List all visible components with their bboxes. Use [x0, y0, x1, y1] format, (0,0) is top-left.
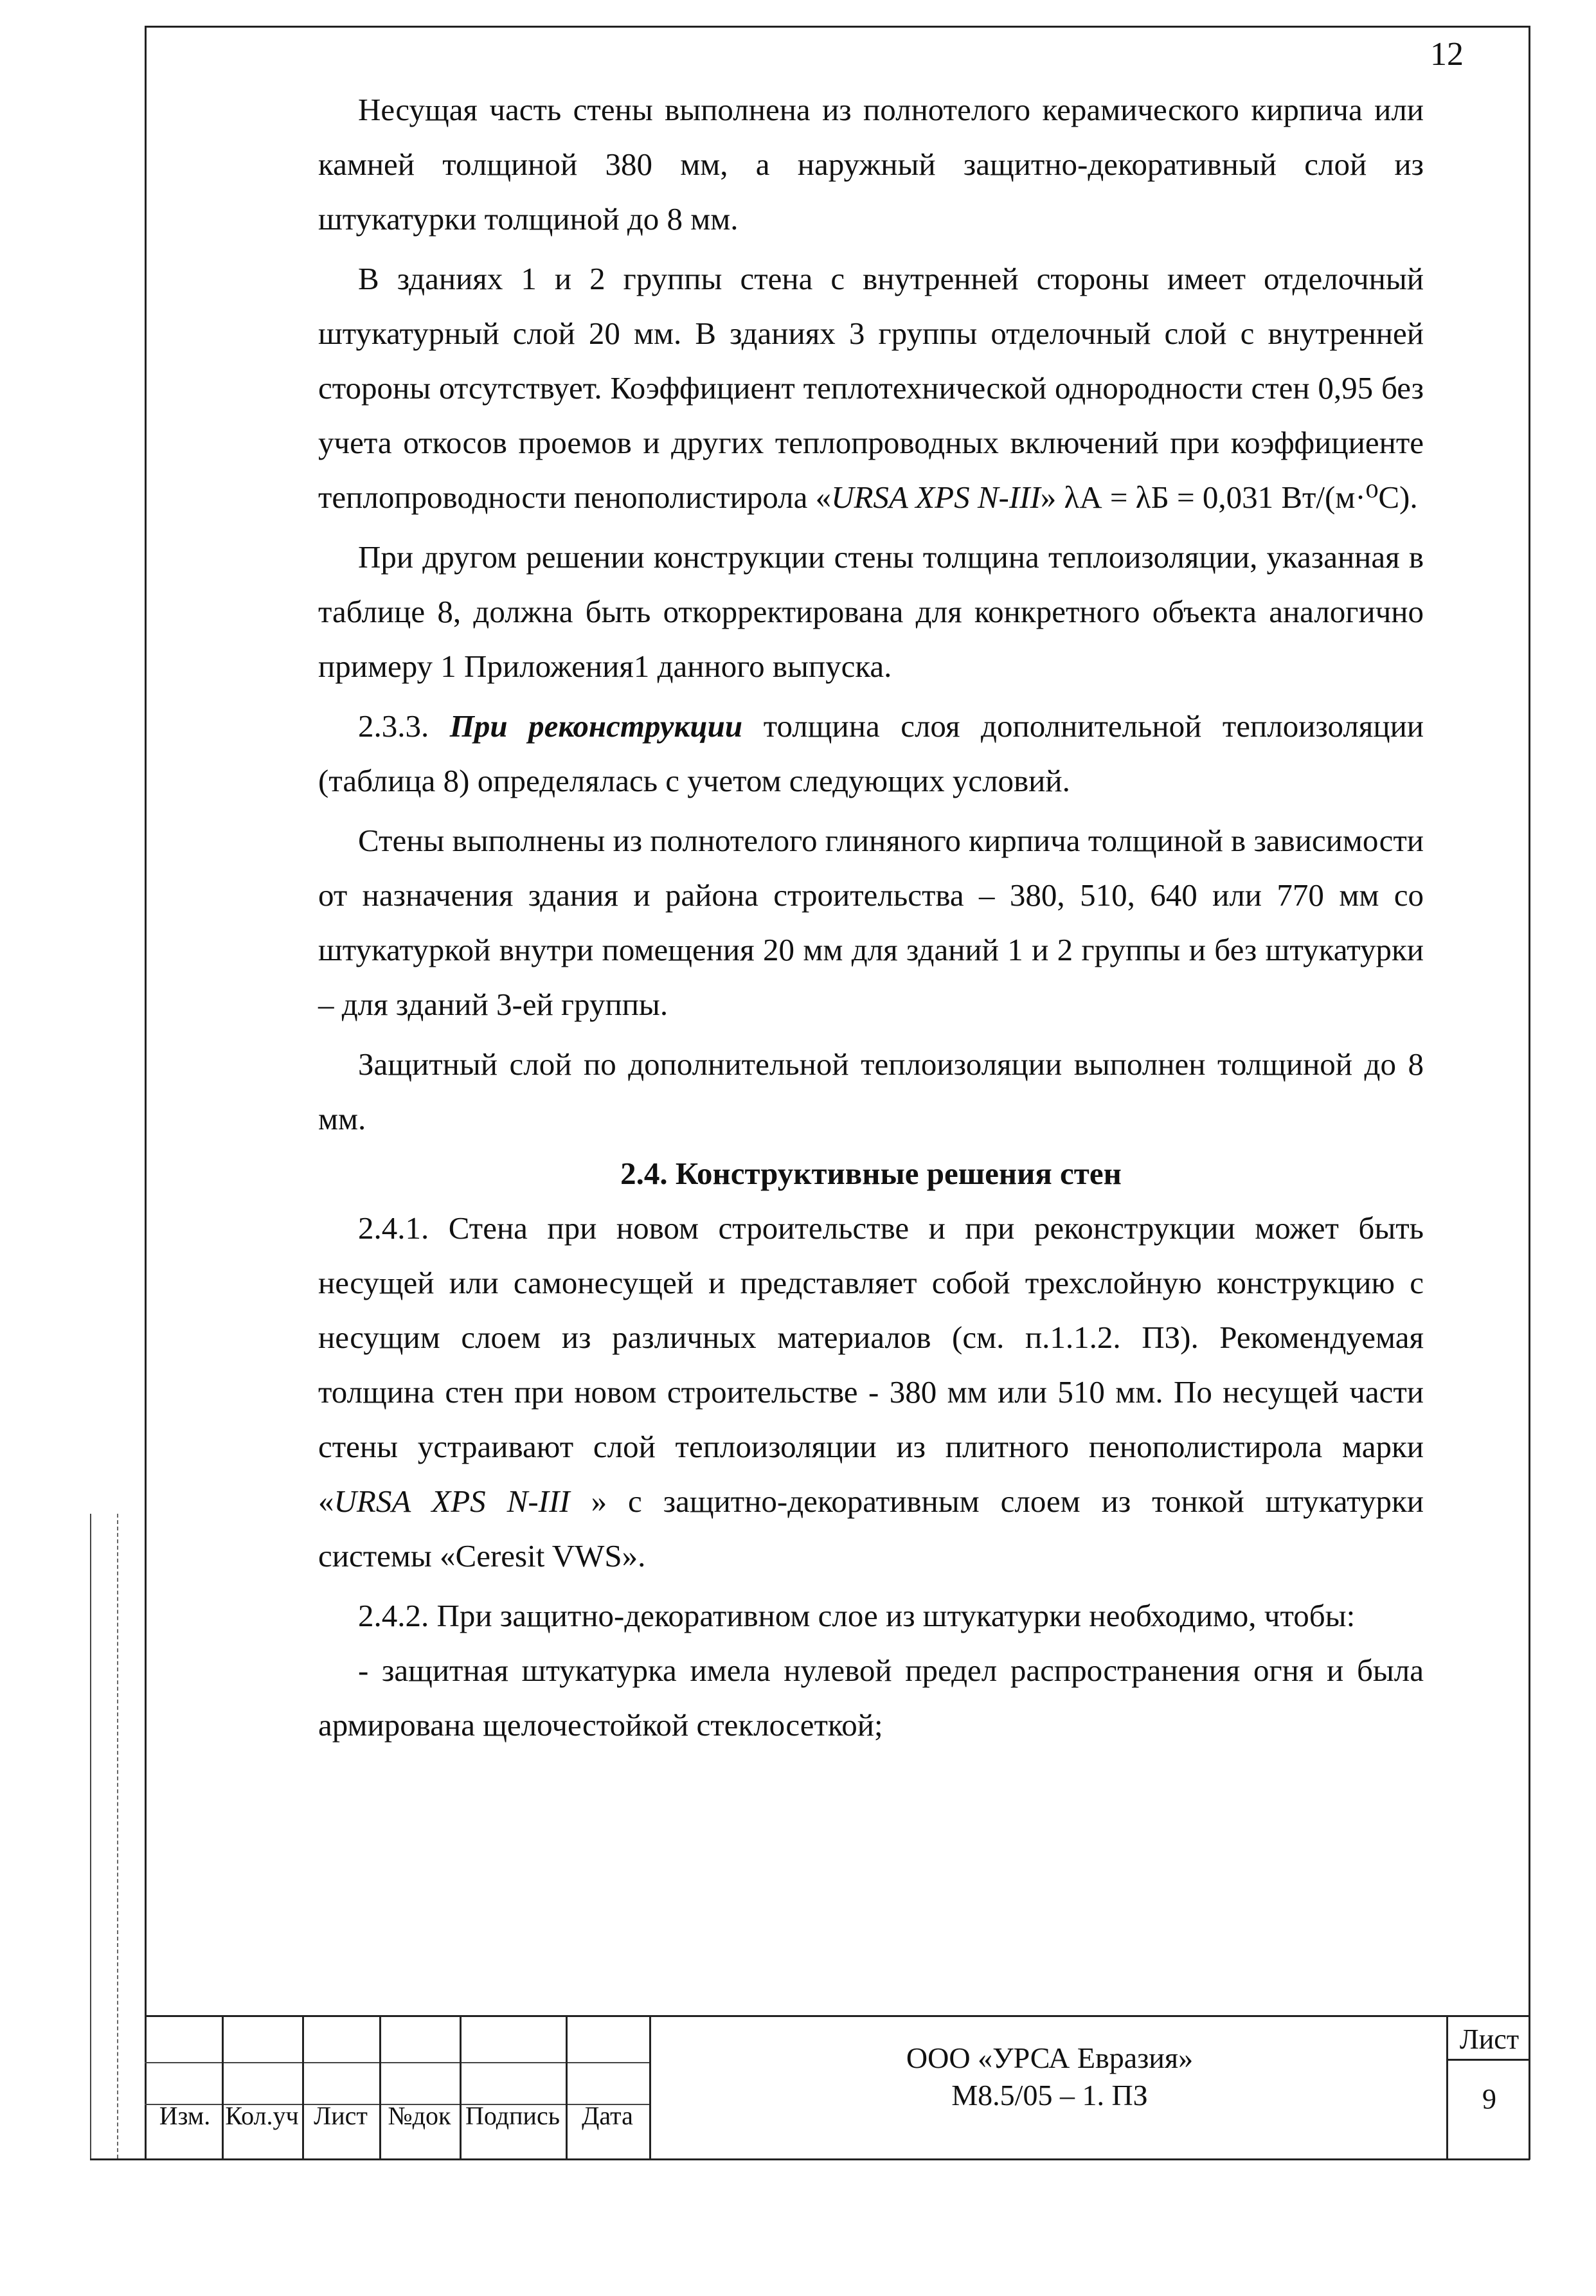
section-heading: 2.4. Конструктивные решения стен	[620, 1156, 1122, 1191]
col-data: Дата	[582, 2101, 633, 2130]
grid-col-line	[460, 2017, 462, 2160]
paragraph-text: В зданиях 1 и 2 группы стена с внутренней стороны имеет отделочный штукатурный слой 20 мм. В зданиях 3 группы отделочный слой с внутренней стороны отсутствует. Коэффициент теплотехнической однородности стен 0,95 без учета откосов проемов и других теплопроводных включений при коэффициенте теплопроводности пенополистирола «	[318, 261, 1424, 515]
grid-row-line	[145, 2062, 649, 2063]
sheet-number: 9	[1482, 2083, 1496, 2115]
page-corner-number: 12	[1430, 36, 1464, 73]
col-list: Лист	[314, 2101, 368, 2130]
revision-grid	[145, 2017, 649, 2160]
sheet-label: Лист	[1459, 2023, 1520, 2055]
paragraph-text: толщина слоя дополнительной теплоизоляции (таблица 8) определялась с учетом следующих условий.	[318, 708, 1424, 798]
paragraph-protective-layer: Защитный слой по дополнительной теплоизоляции выполнен толщиной до 8 мм.	[318, 1046, 1424, 1136]
document-body	[318, 82, 1424, 1752]
frame-top-border	[145, 26, 1530, 28]
side-stamp-strip	[90, 1514, 146, 2158]
organization-name: ООО «УРСА Евразия»	[906, 2041, 1194, 2074]
col-izm: Изм.	[159, 2101, 211, 2130]
paragraph-text: 2.4.1. Стена при новом строительстве и при реконструкции может быть несущей или самонесущей и представляет собой трехслойную конструкцию с несущим слоем из различных материалов (см. п.1.1.2. ПЗ). Рекомендуемая толщина стен при новом строительстве - 380 мм или 510 мм. По несущей части стены устраивают слой теплоизоляции из плитного пенополистирола марки «	[318, 1210, 1424, 1519]
grid-col-line	[302, 2017, 304, 2160]
col-podpis: Подпись	[465, 2101, 560, 2130]
material-name: URSA XPS N-III	[831, 480, 1041, 515]
paragraph-bearing-wall: Несущая часть стены выполнена из полнотелого керамического кирпича или камней толщиной 380 мм, а наружный защитно-декоративный слой из штукатурки толщиной до 8 мм.	[318, 92, 1424, 237]
document-code: М8.5/05 – 1. ПЗ	[951, 2079, 1148, 2112]
paragraph-walls-made: Стены выполнены из полнотелого глиняного кирпича толщиной в зависимости от назначения здания и района строительства – 380, 510, 640 или 770 мм со штукатуркой внутри помещения 20 мм для зданий 1 и 2 группы и без штукатурки – для зданий 3-ей группы.	[318, 823, 1424, 1022]
sheet-separator	[1448, 2059, 1530, 2061]
material-name: URSA XPS N-III	[334, 1484, 570, 1519]
grid-col-line	[379, 2017, 381, 2160]
paragraph-text: » с защитно-декоративным слоем из тонкой штукатурки системы «Ceresit VWS».	[318, 1484, 1424, 1574]
side-strip-divider	[117, 1514, 118, 2158]
grid-col-line	[566, 2017, 568, 2160]
grid-col-line	[222, 2017, 224, 2160]
paragraph-list-item: - защитная штукатурка имела нулевой предел распространения огня и была армирована щелочестойкой стеклосеткой;	[318, 1653, 1424, 1743]
sheet-cell	[1446, 2015, 1530, 2158]
paragraph-text: » λА = λБ = 0,031 Вт/(м·⁰С).	[1040, 480, 1418, 515]
paragraph-other-solution: При другом решении конструкции стены толщина теплоизоляции, указанная в таблице 8, должна быть откорректирована для конкретного объекта аналогично примеру 1 Приложения1 данного выпуска.	[318, 539, 1424, 684]
paragraph-2-4-2: 2.4.2. При защитно-декоративном слое из штукатурки необходимо, чтобы:	[358, 1598, 1356, 1633]
frame-right-border	[1529, 26, 1530, 2160]
paragraph-reconstruction	[318, 699, 1424, 808]
title-block-center	[649, 2015, 1448, 2158]
paragraph-2-4-1	[318, 1201, 1424, 1583]
section-number: 2.3.3.	[358, 708, 429, 744]
col-ndok: №док	[388, 2101, 451, 2130]
col-kol-uch: Кол.уч	[225, 2101, 299, 2130]
paragraph-building-groups	[318, 251, 1424, 525]
emphasis-text: При реконструкции	[449, 708, 743, 744]
